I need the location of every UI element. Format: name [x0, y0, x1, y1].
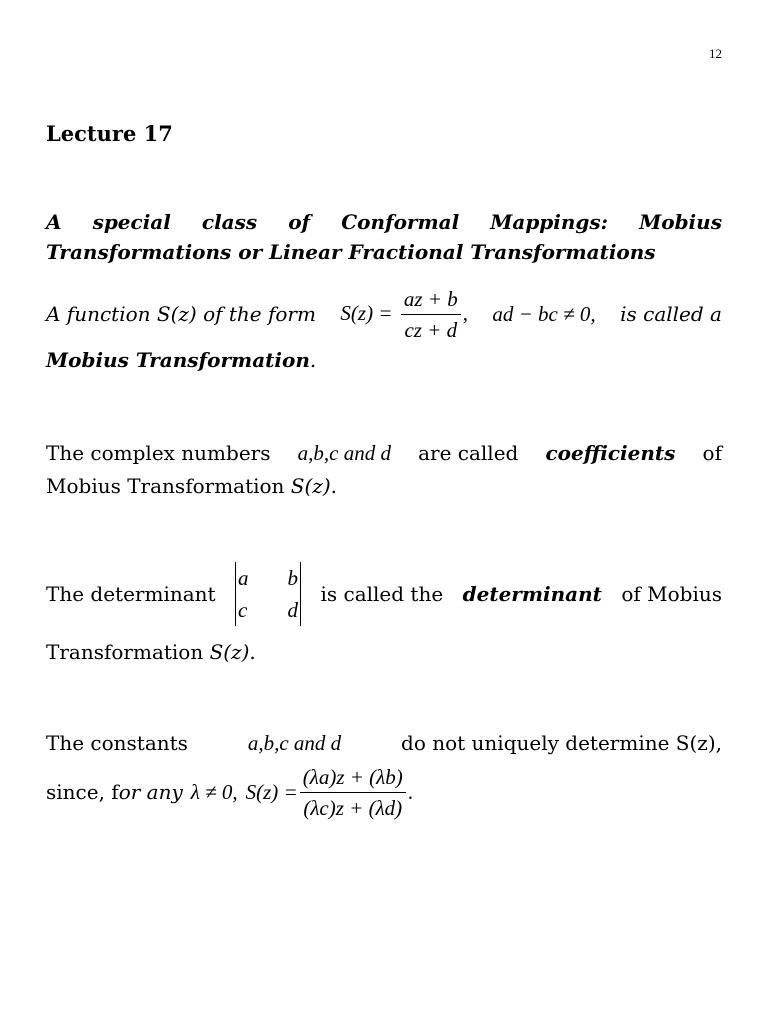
matrix-entry: b	[287, 566, 299, 590]
definition-lead: A function S(z) of the form	[46, 302, 316, 326]
coefficients-line2-end: .	[330, 474, 337, 498]
page-number: 12	[709, 46, 722, 61]
determinant-mid: is called the	[320, 581, 444, 606]
coefficients-mid: are called	[418, 441, 519, 465]
for-any-text: or any	[118, 780, 183, 804]
coefficients-line-2	[46, 470, 722, 503]
determinant-condition: ad − bc ≠ 0,	[492, 302, 596, 326]
constants-tail: do not uniquely determine S(z),	[401, 731, 722, 755]
definition-term-line	[46, 344, 722, 377]
formula-fraction	[401, 286, 461, 343]
heading-line-1	[46, 207, 722, 237]
coefficients-paragraph	[46, 437, 722, 503]
determinant-line-2	[46, 636, 722, 669]
scaled-end: .	[407, 780, 413, 804]
determinant-lead: The determinant	[46, 581, 216, 606]
definition-line	[46, 286, 722, 343]
determinant-line	[46, 562, 722, 626]
heading-word: Conformal	[341, 210, 460, 234]
matrix-entry: a	[238, 566, 249, 590]
formula-denominator: cz + d	[404, 318, 458, 342]
determinant-term: determinant	[462, 581, 602, 606]
constants-paragraph	[46, 727, 722, 760]
heading-word: of	[288, 210, 311, 234]
coefficients-line2-var: S(z)	[290, 474, 331, 498]
definition-tail: is called a	[620, 302, 722, 326]
formula-separator: ,	[462, 301, 468, 325]
lecture-title: Lecture 17	[46, 121, 173, 146]
section-heading	[46, 207, 722, 267]
coefficients-lead: The complex numbers	[46, 441, 271, 465]
definition-term-end: .	[309, 348, 317, 372]
heading-line-2: Transformations or Linear Fractional Transformations	[46, 240, 656, 264]
constants-vars: a,b,c and d	[247, 731, 342, 755]
constants-lead: The constants	[46, 731, 188, 755]
determinant-after: of Mobius	[621, 581, 722, 606]
coefficients-line-1	[46, 437, 722, 470]
determinant-matrix	[235, 562, 301, 626]
constants-line-2	[46, 764, 722, 821]
matrix-entry: c	[238, 598, 248, 622]
definition-term: Mobius Transformation	[46, 348, 310, 372]
heading-word: Mappings:	[490, 210, 609, 234]
coefficients-after: of	[702, 441, 722, 465]
scaled-fraction	[300, 764, 406, 821]
coefficients-line2-text: Mobius Transformation	[46, 474, 285, 498]
heading-word: Mobius	[639, 210, 722, 234]
coefficients-vars: a,b,c and d	[297, 441, 391, 465]
formula-numerator: az + b	[401, 286, 461, 315]
heading-word: class	[201, 210, 258, 234]
scaled-numerator: (λa)z + (λb)	[300, 764, 406, 793]
since-text: since, f	[46, 780, 119, 804]
determinant-line2-var: S(z)	[209, 640, 250, 664]
scaled-lhs: S(z) =	[245, 780, 298, 804]
constants-line-1	[46, 727, 722, 760]
matrix-entry: d	[287, 598, 299, 622]
scaled-denominator: (λc)z + (λd)	[303, 796, 403, 820]
lambda-condition: λ ≠ 0,	[190, 780, 238, 804]
heading-word: special	[92, 210, 171, 234]
heading-word: A	[46, 210, 62, 234]
determinant-line2-end: .	[249, 640, 256, 664]
formula-lhs: S(z) =	[340, 301, 393, 325]
mobius-formula	[340, 286, 468, 343]
determinant-line2-text: Transformation	[46, 640, 204, 664]
coefficients-term: coefficients	[545, 441, 676, 465]
